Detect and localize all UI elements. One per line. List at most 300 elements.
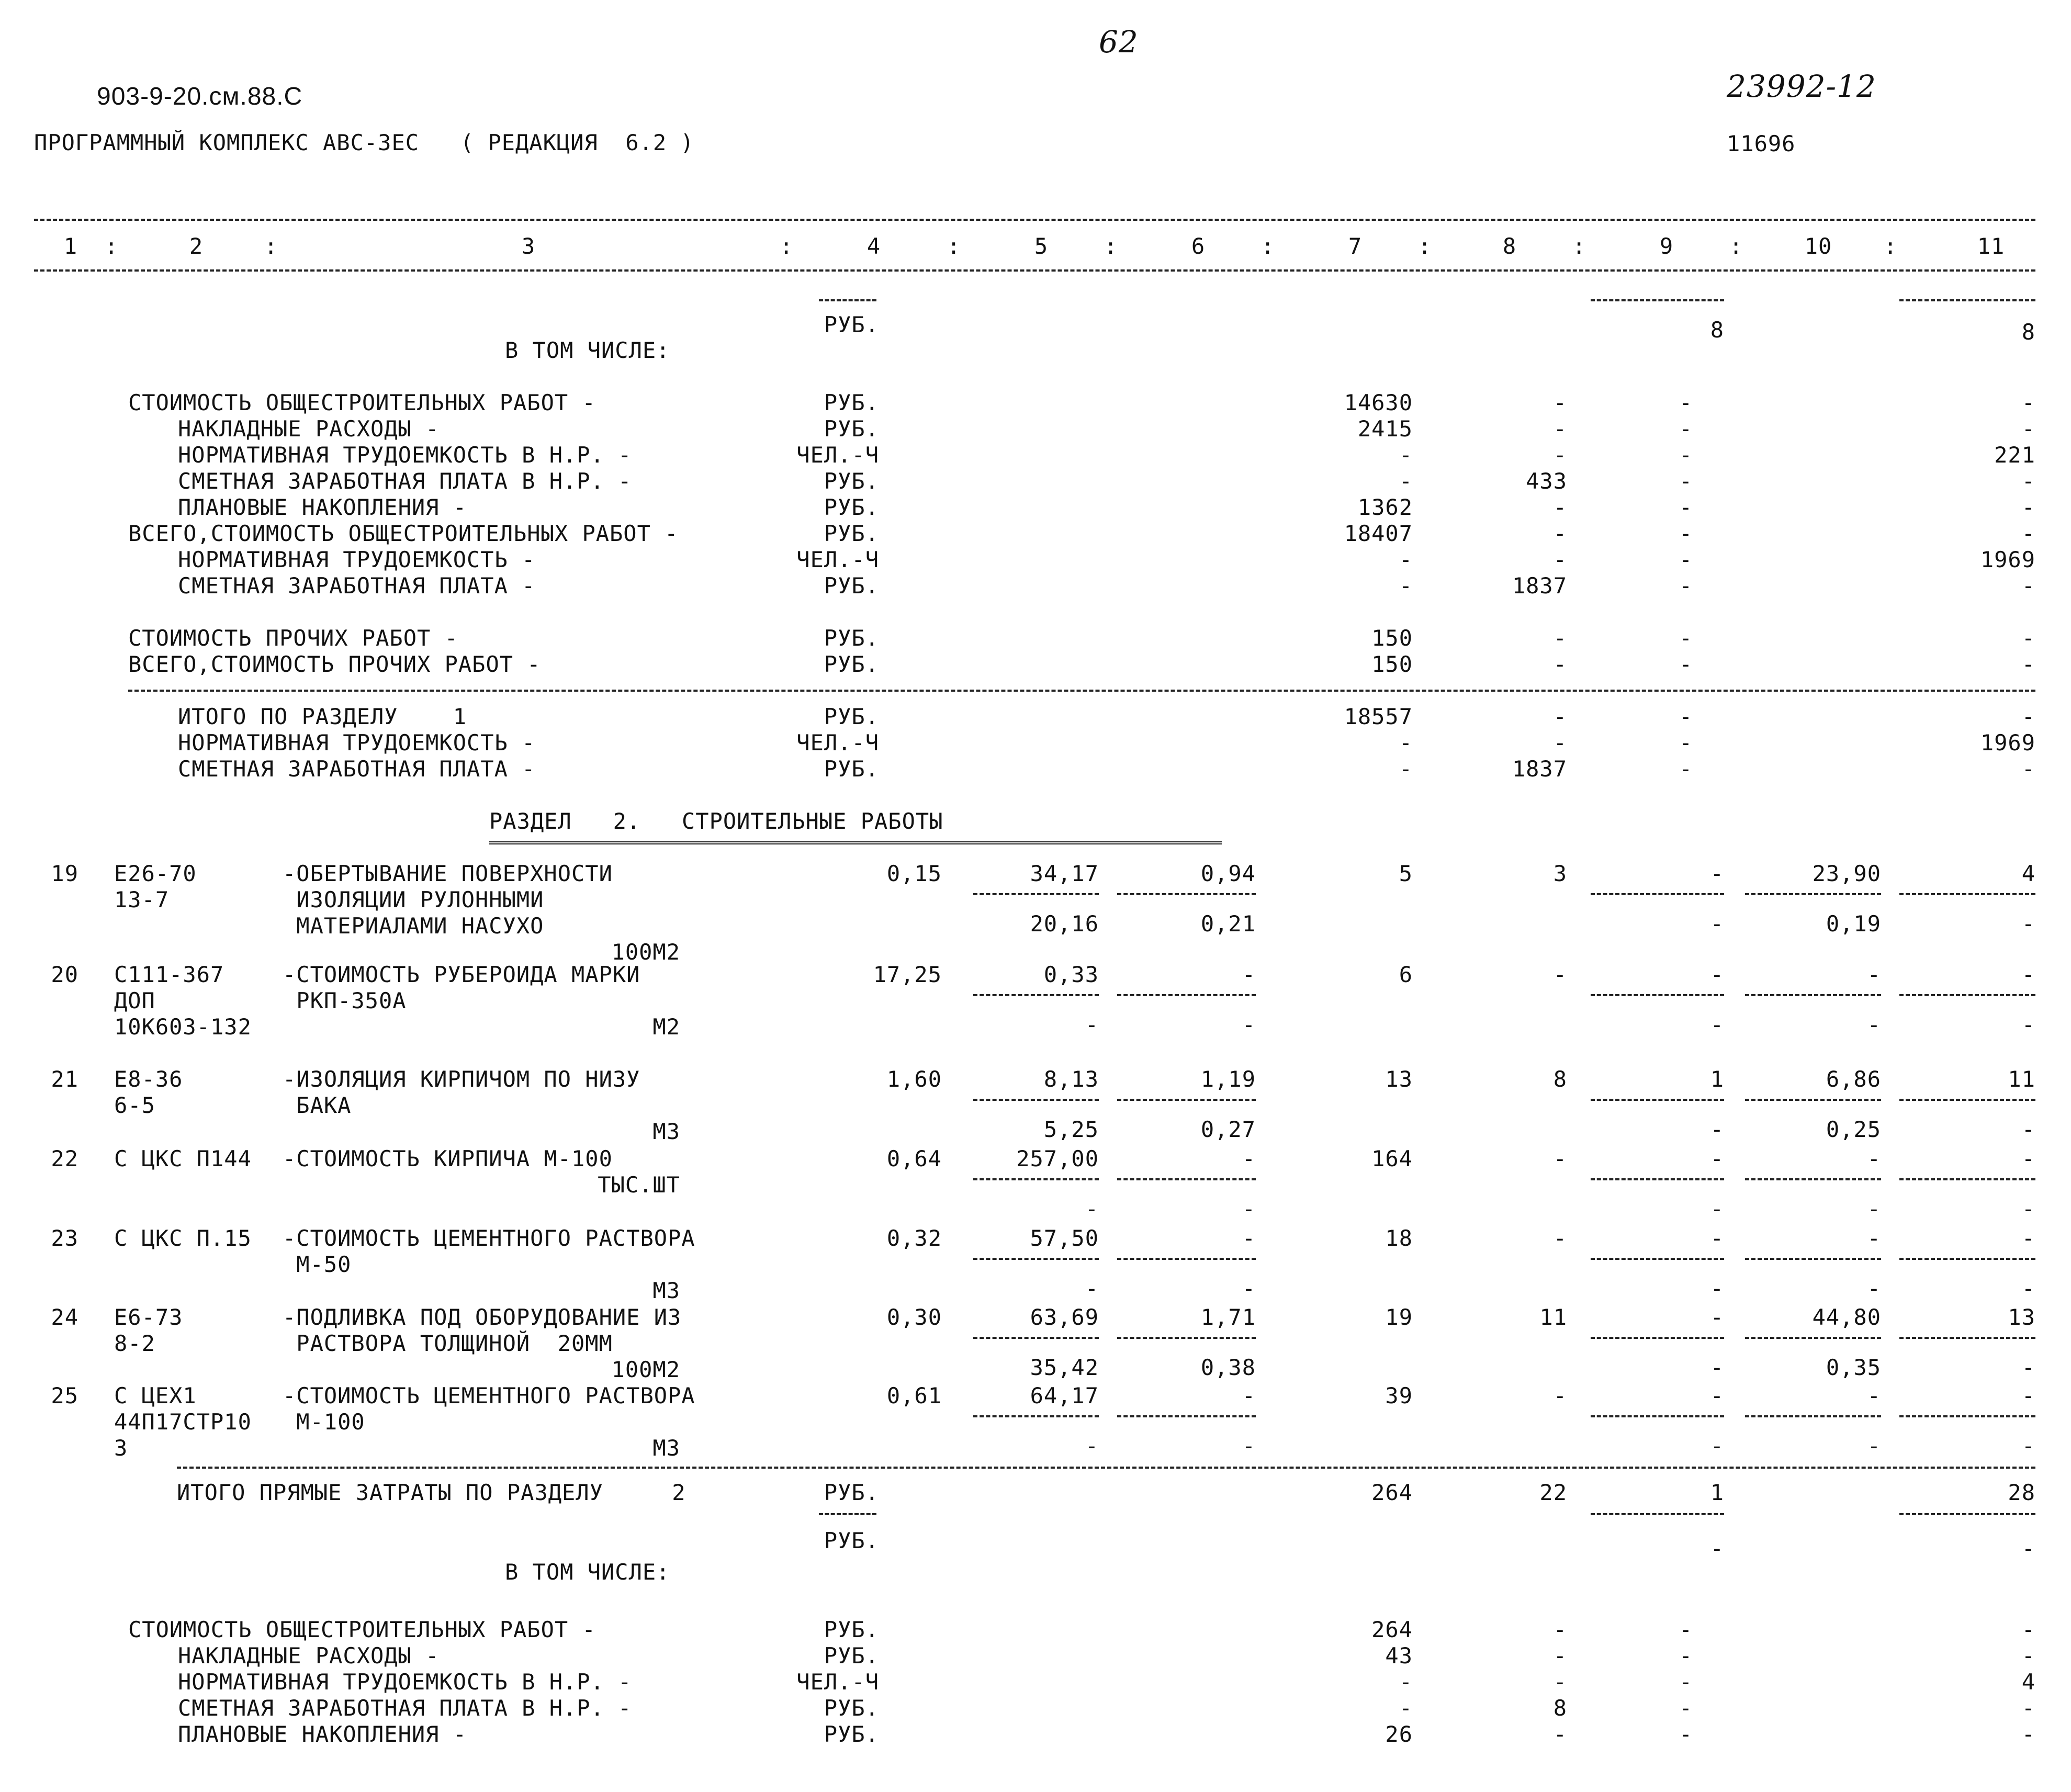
item-total-wage: 11: [1539, 1304, 1567, 1330]
sec1-summary-unit: ЧЕЛ.-Ч: [796, 442, 879, 468]
sec1-summary-c8: -: [1553, 651, 1567, 677]
sheet-number: 11696: [1727, 131, 1796, 156]
item-labor-unit-machine: -: [1867, 1276, 1881, 1301]
sec1-summary-c9: -: [1679, 547, 1693, 572]
column-separator: :: [947, 233, 961, 259]
header-rule-bottom: [34, 269, 2035, 272]
item-name: БАКА: [283, 1092, 352, 1118]
sec1-summary-label: СТОИМОСТЬ ОБЩЕСТРОИТЕЛЬНЫХ РАБОТ -: [128, 390, 596, 415]
item-subrule: [1117, 1337, 1256, 1339]
item-name: РКП-350А: [283, 988, 407, 1013]
item-labor-unit-machine: 0,19: [1826, 911, 1881, 937]
sec2-summary-c11: -: [2021, 1721, 2035, 1747]
item-code: 8-2: [114, 1331, 155, 1356]
sec2-summary-unit: РУБ.: [824, 1643, 879, 1669]
sec1-summary-c11: -: [2021, 651, 2035, 677]
sec2-summary-c7: -: [1399, 1669, 1413, 1695]
section2-title-underline: [489, 841, 1222, 844]
sec1-summary-c8: -: [1553, 625, 1567, 651]
item-labor-total: -: [2021, 962, 2035, 987]
sec2-total-label: ИТОГО ПРЯМЫЕ ЗАТРАТЫ ПО РАЗДЕЛУ 2: [177, 1480, 686, 1505]
item-total-cost: 39: [1385, 1383, 1413, 1408]
sec1-total-label: ИТОГО ПО РАЗДЕЛУ 1: [178, 704, 467, 729]
item-quantity: 1,60: [886, 1066, 942, 1092]
section2-title: РАЗДЕЛ 2. СТРОИТЕЛЬНЫЕ РАБОТЫ: [489, 808, 943, 834]
doc-code: 903-9-20.см.88.С: [97, 83, 303, 110]
column-header-11: 11: [1977, 233, 2005, 259]
item-subrule: [1591, 1337, 1724, 1339]
sec1-total-c7: -: [1399, 730, 1413, 756]
item-subrule: [1591, 1178, 1724, 1180]
item-unit: М3: [652, 1119, 680, 1144]
item-subrule: [973, 1337, 1099, 1339]
column-separator: :: [780, 233, 794, 259]
sec1-summary-c9: -: [1679, 573, 1693, 599]
sec1-total-c8: -: [1553, 730, 1567, 756]
sec1-summary-c8: 433: [1526, 468, 1567, 494]
item-quantity: 17,25: [873, 962, 942, 987]
item-machine-wage: -: [1710, 1196, 1724, 1222]
column-header-7: 7: [1348, 233, 1363, 259]
item-unit-wage: -: [1242, 1146, 1256, 1171]
sec1-summary-c8: -: [1553, 494, 1567, 520]
item-labor-total: 4: [2021, 861, 2035, 886]
item-total-cost: 19: [1385, 1304, 1413, 1330]
item-labor-unit: 44,80: [1812, 1304, 1881, 1330]
item-labor-unit-machine: 0,35: [1826, 1355, 1881, 1380]
item-unit: М2: [652, 1014, 680, 1040]
item-name: -ОБЕРТЫВАНИЕ ПОВЕРХНОСТИ: [283, 861, 613, 886]
sec2-summary-c7: 264: [1371, 1617, 1413, 1642]
sec1-summary-label: СТОИМОСТЬ ПРОЧИХ РАБОТ -: [128, 625, 458, 651]
item-unit-cost-machine: -: [1085, 1012, 1099, 1038]
item-subrule: [1899, 1258, 2035, 1260]
sec1-summary-c8: 1837: [1512, 573, 1567, 599]
item-machine-wage: -: [1710, 1012, 1724, 1038]
sec2-summary-label: ПЛАНОВЫЕ НАКОПЛЕНИЯ -: [178, 1721, 467, 1747]
item-number: 21: [51, 1066, 78, 1092]
sec2-summary-c11: -: [2021, 1695, 2035, 1721]
sec1-summary-c9: -: [1679, 390, 1693, 415]
sec1-total-c11: 1969: [1980, 730, 2035, 756]
sec2-summary-unit: РУБ.: [824, 1695, 879, 1721]
item-quantity: 0,32: [886, 1225, 942, 1251]
item-labor-total: -: [2021, 1383, 2035, 1408]
item-subrule: [1117, 1415, 1256, 1417]
header-rule-top: [34, 219, 2035, 221]
item-unit-wage-machine: -: [1242, 1012, 1256, 1038]
sec2-total-rule: [177, 1467, 2035, 1469]
item-labor-unit: -: [1867, 1146, 1881, 1171]
item-machine-wage: -: [1710, 1117, 1724, 1142]
item-name: ИЗОЛЯЦИИ РУЛОННЫМИ: [283, 887, 544, 912]
sec2-total-c9b: -: [1710, 1536, 1724, 1561]
sec2-summary-c8: -: [1553, 1643, 1567, 1669]
item-code: 13-7: [114, 887, 170, 912]
sec2-summary-c8: 8: [1553, 1695, 1567, 1721]
item-unit-cost: 257,00: [1016, 1146, 1099, 1171]
page-number: 62: [1099, 24, 1139, 60]
sec1-summary-unit: РУБ.: [824, 625, 879, 651]
sec1-summary-c11: -: [2021, 468, 2035, 494]
sec1-summary-c11: -: [2021, 521, 2035, 546]
item-total-wage: -: [1553, 1383, 1567, 1408]
item-labor-unit-machine: -: [1867, 1196, 1881, 1222]
item-number: 22: [51, 1146, 78, 1171]
sec1-summary-c11: -: [2021, 494, 2035, 520]
item-unit-cost: 64,17: [1030, 1383, 1099, 1408]
sec2-summary-c8: -: [1553, 1669, 1567, 1695]
sec1-total-c8: 1837: [1512, 756, 1567, 782]
in-that-number-label-2: В ТОМ ЧИСЛЕ:: [505, 1559, 670, 1585]
item-labor-total: 13: [2008, 1304, 2035, 1330]
item-unit-cost-machine: 5,25: [1043, 1117, 1099, 1142]
sec2-summary-c9: -: [1679, 1669, 1693, 1695]
sec1-summary-c9: -: [1679, 442, 1693, 468]
sec1-total-c9: -: [1679, 730, 1693, 756]
item-code: 3: [114, 1435, 128, 1461]
top-value-c9: 8: [1710, 317, 1724, 343]
sec2-total-dashes-c11: [1899, 1513, 2035, 1515]
item-unit-cost-machine: -: [1085, 1196, 1099, 1222]
sec1-total-unit: РУБ.: [824, 704, 879, 729]
item-unit-cost-machine: 35,42: [1030, 1355, 1099, 1380]
item-subrule: [1591, 1258, 1724, 1260]
sec2-total-c7: 264: [1371, 1480, 1413, 1505]
sec1-summary-c11: 1969: [1980, 547, 2035, 572]
item-code: Е26-70: [114, 861, 197, 886]
sec1-summary-c7: 1362: [1357, 494, 1413, 520]
sec1-summary-label: СМЕТНАЯ ЗАРАБОТНАЯ ПЛАТА -: [178, 573, 536, 599]
sec1-total-unit: РУБ.: [824, 756, 879, 782]
sec1-summary-c8: -: [1553, 390, 1567, 415]
sec2-total-c11: 28: [2008, 1480, 2035, 1505]
item-labor-total: 11: [2008, 1066, 2035, 1092]
item-code: Е8-36: [114, 1066, 183, 1092]
sec1-summary-c7: 2415: [1357, 416, 1413, 442]
sec1-summary-c7: 18407: [1344, 521, 1413, 546]
sec1-summary-c9: -: [1679, 494, 1693, 520]
sec2-summary-c11: -: [2021, 1617, 2035, 1642]
sec1-summary-c11: 221: [1994, 442, 2035, 468]
item-unit: М3: [652, 1435, 680, 1461]
item-name: М-50: [283, 1252, 352, 1277]
item-code: Е6-73: [114, 1304, 183, 1330]
item-unit-wage-machine: -: [1242, 1196, 1256, 1222]
item-number: 25: [51, 1383, 78, 1408]
sec1-total-c7: -: [1399, 756, 1413, 782]
item-unit-wage-machine: -: [1242, 1276, 1256, 1301]
item-subrule: [1591, 1099, 1724, 1101]
sec2-summary-c11: -: [2021, 1643, 2035, 1669]
item-number: 23: [51, 1225, 78, 1251]
item-subrule: [1591, 994, 1724, 996]
column-separator: :: [105, 233, 119, 259]
item-subrule: [1745, 1258, 1881, 1260]
sec2-total-unit: РУБ.: [824, 1480, 879, 1505]
item-machine-wage: -: [1710, 911, 1724, 937]
item-code: С ЦКС П.15: [114, 1225, 252, 1251]
sec2-summary-c8: -: [1553, 1617, 1567, 1642]
item-unit-cost: 34,17: [1030, 861, 1099, 886]
sec1-summary-c7: -: [1399, 573, 1413, 599]
item-subrule: [973, 994, 1099, 996]
sec1-summary-label: ВСЕГО,СТОИМОСТЬ ПРОЧИХ РАБОТ -: [128, 651, 541, 677]
sec2-summary-label: СТОИМОСТЬ ОБЩЕСТРОИТЕЛЬНЫХ РАБОТ -: [128, 1617, 596, 1642]
sec1-summary-c7: 150: [1371, 651, 1413, 677]
column-separator: :: [1884, 233, 1898, 259]
sec1-summary-c9: -: [1679, 625, 1693, 651]
sec1-summary-c8: -: [1553, 521, 1567, 546]
item-unit-wage-machine: 0,21: [1200, 911, 1256, 937]
item-total-wage: -: [1553, 962, 1567, 987]
sec1-summary-c9: -: [1679, 521, 1693, 546]
item-total-cost: 6: [1399, 962, 1413, 987]
sec1-summary-c11: -: [2021, 573, 2035, 599]
item-subrule: [1899, 1415, 2035, 1417]
item-machine-cost: 1: [1710, 1066, 1724, 1092]
column-header-2: 2: [189, 233, 204, 259]
column-header-10: 10: [1804, 233, 1832, 259]
item-unit-cost: 63,69: [1030, 1304, 1099, 1330]
sec1-summary-c8: -: [1553, 416, 1567, 442]
sec2-summary-unit: РУБ.: [824, 1721, 879, 1747]
sec2-summary-c11: 4: [2021, 1669, 2035, 1695]
sec1-summary-unit: РУБ.: [824, 416, 879, 442]
item-name: -ИЗОЛЯЦИЯ КИРПИЧОМ ПО НИЗУ: [283, 1066, 640, 1092]
item-subrule: [1117, 994, 1256, 996]
sec1-total-label: СМЕТНАЯ ЗАРАБОТНАЯ ПЛАТА -: [178, 756, 536, 782]
sec1-summary-c11: -: [2021, 390, 2035, 415]
sec1-total-c11: -: [2021, 756, 2035, 782]
item-labor-unit: 23,90: [1812, 861, 1881, 886]
item-subrule: [973, 1099, 1099, 1101]
sec1-summary-c9: -: [1679, 416, 1693, 442]
item-machine-cost: -: [1710, 1383, 1724, 1408]
sec2-summary-label: СМЕТНАЯ ЗАРАБОТНАЯ ПЛАТА В Н.Р. -: [178, 1695, 632, 1721]
item-code: С ЦКС П144: [114, 1146, 252, 1171]
sec1-summary-unit: РУБ.: [824, 494, 879, 520]
sec1-summary-unit: РУБ.: [824, 468, 879, 494]
item-subrule: [1117, 893, 1256, 895]
sec1-total-unit: ЧЕЛ.-Ч: [796, 730, 879, 756]
item-machine-cost: -: [1710, 1146, 1724, 1171]
item-subrule: [1745, 1415, 1881, 1417]
sec2-total-unit2: РУБ.: [824, 1528, 879, 1553]
item-unit: ТЫС.ШТ: [598, 1172, 680, 1198]
item-labor-total-machine: -: [2021, 1117, 2035, 1142]
sec1-summary-label: НАКЛАДНЫЕ РАСХОДЫ -: [178, 416, 440, 442]
sec2-total-dashes-c9: [1591, 1513, 1724, 1515]
item-subrule: [973, 893, 1099, 895]
item-total-cost: 164: [1371, 1146, 1413, 1171]
sec1-summary-c7: -: [1399, 442, 1413, 468]
top-value-c11: 8: [2021, 319, 2035, 345]
item-subrule: [1745, 893, 1881, 895]
sec2-total-c11b: -: [2021, 1536, 2035, 1561]
item-name: -СТОИМОСТЬ РУБЕРОИДА МАРКИ: [283, 962, 640, 987]
item-subrule: [1117, 1178, 1256, 1180]
item-code: ДОП: [114, 988, 155, 1013]
item-labor-unit: -: [1867, 962, 1881, 987]
item-code: 44П17СТР10: [114, 1409, 252, 1435]
sec1-total-c7: 18557: [1344, 704, 1413, 729]
sec1-total-c9: -: [1679, 756, 1693, 782]
item-code: С ЦЕХ1: [114, 1383, 197, 1408]
item-unit-cost: 0,33: [1043, 962, 1099, 987]
sec2-total-c9: 1: [1710, 1480, 1724, 1505]
sec1-summary-c11: -: [2021, 416, 2035, 442]
item-unit-cost-machine: -: [1085, 1276, 1099, 1301]
program-title: ПРОГРАММНЫЙ КОМПЛЕКС АВС-3ЕС ( РЕДАКЦИЯ 6.2 ): [34, 130, 694, 155]
sec1-summary-c7: 14630: [1344, 390, 1413, 415]
item-unit-wage-machine: -: [1242, 1433, 1256, 1459]
item-unit: 100М2: [611, 939, 680, 965]
item-subrule: [1899, 1178, 2035, 1180]
item-subrule: [1899, 1337, 2035, 1339]
in-that-number-label: В ТОМ ЧИСЛЕ:: [505, 337, 670, 363]
item-labor-total-machine: -: [2021, 1355, 2035, 1380]
item-name: М-100: [283, 1409, 365, 1435]
sec2-summary-c7: 26: [1385, 1721, 1413, 1747]
sec1-summary-c9: -: [1679, 651, 1693, 677]
item-subrule: [1117, 1099, 1256, 1101]
item-machine-cost: -: [1710, 1225, 1724, 1251]
item-total-wage: 3: [1553, 861, 1567, 886]
column-header-3: 3: [521, 233, 536, 259]
item-subrule: [1117, 1258, 1256, 1260]
sec2-summary-c7: 43: [1385, 1643, 1413, 1669]
sec1-summary-label: НОРМАТИВНАЯ ТРУДОЕМКОСТЬ В Н.Р. -: [178, 442, 632, 468]
item-unit-wage: 1,19: [1200, 1066, 1256, 1092]
sec1-summary-c8: -: [1553, 547, 1567, 572]
item-machine-wage: -: [1710, 1355, 1724, 1380]
item-labor-unit-machine: 0,25: [1826, 1117, 1881, 1142]
sec1-summary-c11: -: [2021, 625, 2035, 651]
item-code: 6-5: [114, 1092, 155, 1118]
item-unit-wage: -: [1242, 1383, 1256, 1408]
column-header-5: 5: [1034, 233, 1049, 259]
item-quantity: 0,64: [886, 1146, 942, 1171]
item-subrule: [1745, 994, 1881, 996]
sec1-summary-c7: -: [1399, 547, 1413, 572]
item-subrule: [1745, 1099, 1881, 1101]
column-header-8: 8: [1502, 233, 1517, 259]
item-total-cost: 13: [1385, 1066, 1413, 1092]
item-subrule: [973, 1258, 1099, 1260]
item-number: 19: [51, 861, 78, 886]
sec2-summary-c7: -: [1399, 1695, 1413, 1721]
top-dashes-c9: [1591, 299, 1724, 301]
item-unit: М3: [652, 1278, 680, 1303]
sec1-summary-c7: -: [1399, 468, 1413, 494]
item-total-cost: 5: [1399, 861, 1413, 886]
sec1-summary-c9: -: [1679, 468, 1693, 494]
item-labor-total-machine: -: [2021, 1196, 2035, 1222]
item-name: -ПОДЛИВКА ПОД ОБОРУДОВАНИЕ ИЗ: [283, 1304, 682, 1330]
item-subrule: [973, 1178, 1099, 1180]
item-name: МАТЕРИАЛАМИ НАСУХО: [283, 913, 544, 939]
item-labor-total: -: [2021, 1225, 2035, 1251]
item-labor-total-machine: -: [2021, 1012, 2035, 1038]
sec1-total-c11: -: [2021, 704, 2035, 729]
sec1-summary-unit: РУБ.: [824, 521, 879, 546]
sec1-summary-unit: РУБ.: [824, 390, 879, 415]
item-unit-wage: -: [1242, 1225, 1256, 1251]
item-subrule: [1745, 1178, 1881, 1180]
item-quantity: 0,61: [886, 1383, 942, 1408]
item-total-cost: 18: [1385, 1225, 1413, 1251]
item-name: -СТОИМОСТЬ ЦЕМЕНТНОГО РАСТВОРА: [283, 1225, 695, 1251]
item-machine-wage: -: [1710, 1276, 1724, 1301]
top-unit: РУБ.: [824, 312, 879, 337]
top-dashes-unit: [819, 299, 876, 301]
item-number: 24: [51, 1304, 78, 1330]
sec2-summary-label: НОРМАТИВНАЯ ТРУДОЕМКОСТЬ В Н.Р. -: [178, 1669, 632, 1695]
sec2-total-dashes-unit: [819, 1513, 876, 1515]
sec2-summary-label: НАКЛАДНЫЕ РАСХОДЫ -: [178, 1643, 440, 1669]
item-machine-wage: -: [1710, 1433, 1724, 1459]
sec1-total-c8: -: [1553, 704, 1567, 729]
item-machine-cost: -: [1710, 1304, 1724, 1330]
column-header-1: 1: [63, 233, 78, 259]
sec2-summary-c9: -: [1679, 1695, 1693, 1721]
column-header-6: 6: [1191, 233, 1206, 259]
item-unit-cost-machine: -: [1085, 1433, 1099, 1459]
column-separator: :: [1261, 233, 1275, 259]
item-unit-wage: -: [1242, 962, 1256, 987]
column-separator: :: [1104, 233, 1118, 259]
sec2-total-c8: 22: [1539, 1480, 1567, 1505]
item-labor-total: -: [2021, 1146, 2035, 1171]
item-subrule: [1899, 893, 2035, 895]
column-separator: :: [1729, 233, 1743, 259]
sec1-total-rule: [128, 690, 2035, 692]
item-unit-wage: 1,71: [1200, 1304, 1256, 1330]
item-subrule: [1899, 994, 2035, 996]
sec1-summary-c8: -: [1553, 442, 1567, 468]
sec2-summary-unit: РУБ.: [824, 1617, 879, 1642]
column-header-4: 4: [866, 233, 881, 259]
sec2-summary-c9: -: [1679, 1721, 1693, 1747]
item-labor-unit-machine: -: [1867, 1012, 1881, 1038]
sec2-summary-c8: -: [1553, 1721, 1567, 1747]
sec1-summary-unit: ЧЕЛ.-Ч: [796, 547, 879, 572]
item-code: С111-367: [114, 962, 224, 987]
item-code: 10К603-132: [114, 1014, 252, 1040]
item-quantity: 0,30: [886, 1304, 942, 1330]
item-labor-total-machine: -: [2021, 911, 2035, 937]
item-total-wage: -: [1553, 1146, 1567, 1171]
item-unit-wage-machine: 0,27: [1200, 1117, 1256, 1142]
archive-number: 23992-12: [1727, 69, 1876, 104]
item-subrule: [1591, 893, 1724, 895]
item-labor-unit-machine: -: [1867, 1433, 1881, 1459]
sec2-summary-c9: -: [1679, 1643, 1693, 1669]
sec1-total-label: НОРМАТИВНАЯ ТРУДОЕМКОСТЬ -: [178, 730, 536, 756]
item-labor-unit: -: [1867, 1225, 1881, 1251]
column-separator: :: [264, 233, 278, 259]
sec2-summary-unit: ЧЕЛ.-Ч: [796, 1669, 879, 1695]
item-unit-cost: 8,13: [1043, 1066, 1099, 1092]
sec1-total-c9: -: [1679, 704, 1693, 729]
item-name: -СТОИМОСТЬ ЦЕМЕНТНОГО РАСТВОРА: [283, 1383, 695, 1408]
sec1-summary-label: НОРМАТИВНАЯ ТРУДОЕМКОСТЬ -: [178, 547, 536, 572]
item-machine-cost: -: [1710, 962, 1724, 987]
item-unit-cost-machine: 20,16: [1030, 911, 1099, 937]
column-header-9: 9: [1659, 233, 1674, 259]
item-subrule: [973, 1415, 1099, 1417]
